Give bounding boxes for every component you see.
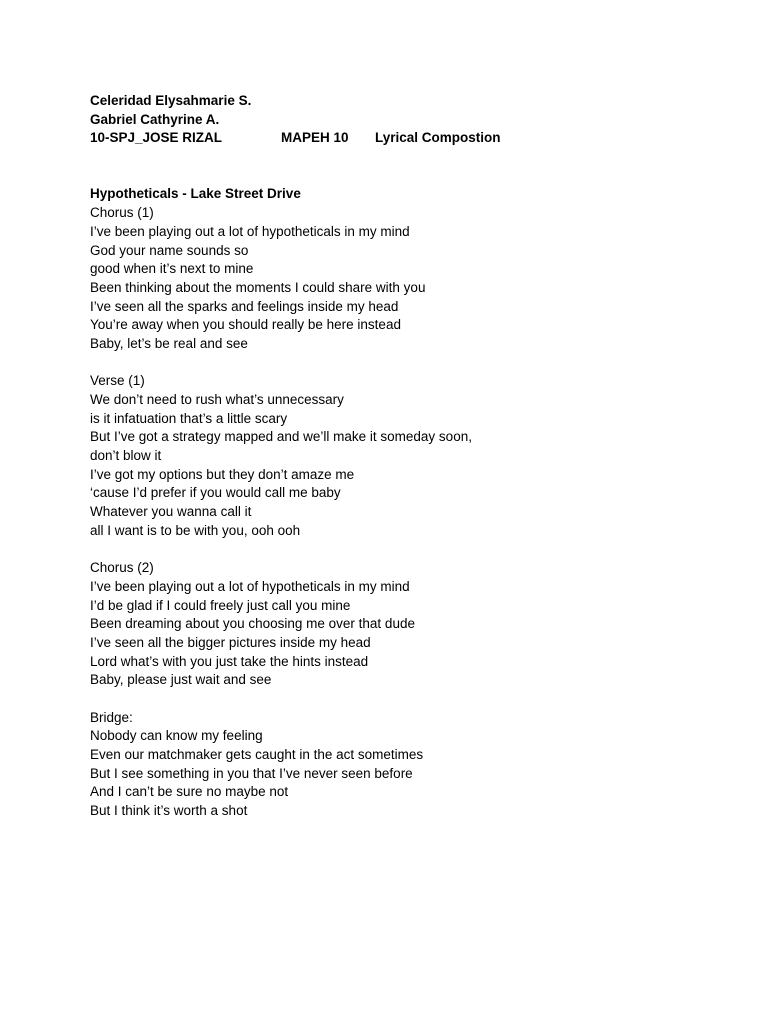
lyric-line: Even our matchmaker gets caught in the act sometimes <box>90 747 424 763</box>
lyric-line: Been dreaming about you choosing me over that dude <box>90 616 415 632</box>
lyric-line: God your name sounds so <box>90 242 249 258</box>
lyrics <box>90 204 710 821</box>
lyric-line: all I want is to be with you, ooh ooh <box>90 522 301 538</box>
class-section: 10-SPJ_JOSE RIZAL <box>90 130 223 146</box>
lyric-line: But I see something in you that I’ve never seen before <box>90 765 413 781</box>
author-name-2: Gabriel Cathyrine A. <box>90 111 220 127</box>
section-label: Chorus (2) <box>90 560 154 576</box>
lyric-section <box>90 204 710 354</box>
lyric-line: I’ve been playing out a lot of hypotheticals in my mind <box>90 578 410 594</box>
lyric-line: Nobody can know my feeling <box>90 728 263 744</box>
lyric-line: I’ve seen all the sparks and feelings inside my head <box>90 298 399 314</box>
section-label: Verse (1) <box>90 373 145 389</box>
class-info-row <box>90 129 710 148</box>
author-name-1: Celeridad Elysahmarie S. <box>90 93 252 108</box>
subject: MAPEH 10 <box>281 130 349 146</box>
lyric-line: Been thinking about the moments I could share with you <box>90 279 426 295</box>
lyric-line: ‘cause I’d prefer if you would call me baby <box>90 485 341 501</box>
lyric-line: Whatever you wanna call it <box>90 504 252 520</box>
lyric-line: don’t blow it <box>90 448 162 464</box>
lyric-section <box>90 559 710 690</box>
song-title: Hypotheticals - Lake Street Drive <box>90 186 301 202</box>
lyric-line: But I’ve got a strategy mapped and we’ll make it someday soon, <box>90 429 472 445</box>
document-body <box>90 92 710 821</box>
lyric-line: Baby, please just wait and see <box>90 672 272 688</box>
lyric-line: We don’t need to rush what’s unnecessary <box>90 392 344 408</box>
lyric-line: Baby, let’s be real and see <box>90 335 248 351</box>
lyric-line: I’ve been playing out a lot of hypotheticals in my mind <box>90 223 410 239</box>
section-label: Bridge: <box>90 709 133 725</box>
assignment-title: Lyrical Compostion <box>375 130 501 146</box>
lyric-line: Lord what’s with you just take the hints instead <box>90 653 369 669</box>
lyric-section <box>90 709 710 821</box>
lyric-line: And I can’t be sure no maybe not <box>90 784 289 800</box>
lyric-line: I’ve got my options but they don’t amaze me <box>90 466 355 482</box>
lyric-line: good when it’s next to mine <box>90 261 254 277</box>
lyric-line: I’d be glad if I could freely just call you mine <box>90 597 351 613</box>
lyric-line: is it infatuation that’s a little scary <box>90 410 288 426</box>
lyric-section <box>90 372 710 540</box>
lyric-line: You’re away when you should really be here instead <box>90 317 401 333</box>
lyric-line: I’ve seen all the bigger pictures inside my head <box>90 634 371 650</box>
lyric-line: But I think it’s worth a shot <box>90 803 248 819</box>
section-label: Chorus (1) <box>90 205 154 221</box>
